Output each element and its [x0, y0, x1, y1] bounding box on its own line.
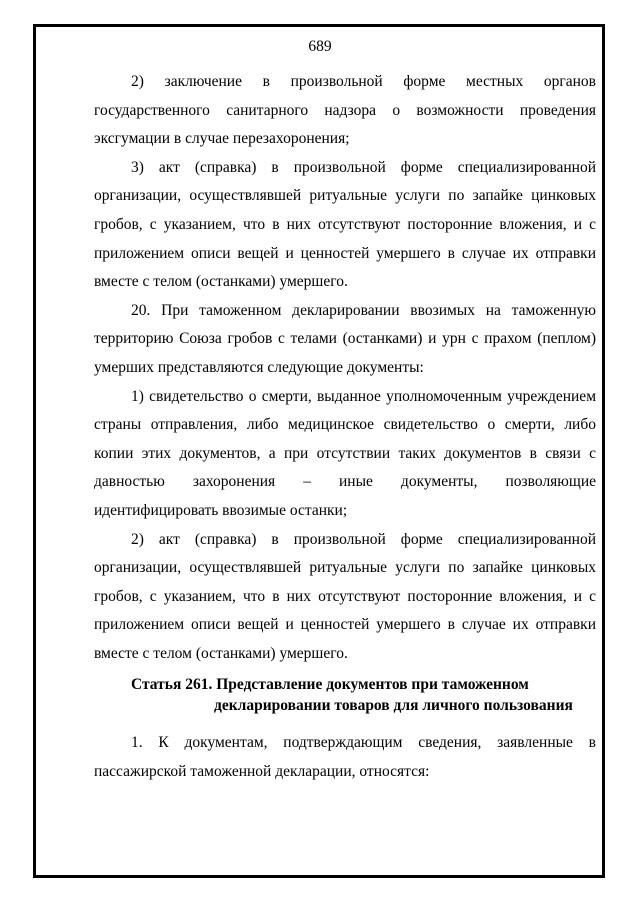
paragraph-item-2-coffin-sealing-act: 2) акт (справка) в произвольной форме специализированной организации, осуществлявшей ритуальные услуги по запайке цинковых гробов, с указанием, что в них отсутствуют посторонние вложения, и с приложением описи вещей и ценностей умершего в случае их отправки вместе с телом (останками) умершего. — [94, 530, 596, 662]
paragraph-item-2-exhumation-conclusion: 2) заключение в произвольной форме местных органов государственного санитарного надзора о возможности проведения эксгумации в случае перезахоронения; — [94, 73, 596, 148]
paragraph-point-20: 20. При таможенном декларировании ввозимых на таможенную территорию Союза гробов с телами (останками) и урн с прахом (пеплом) умерших представляются следующие документы: — [94, 301, 596, 376]
paragraph-item-3-coffin-sealing-act: 3) акт (справка) в произвольной форме специализированной организации, осуществлявшей ритуальные услуги по запайке цинковых гробов, с указанием, что в них отсутствуют посторонние вложения, и с приложением описи вещей и ценностей умершего в случае их отправки вместе с телом (останками) умершего. — [94, 158, 596, 291]
page-number: 689 — [308, 38, 332, 55]
article-261-heading — [131, 674, 601, 716]
article-heading-line-1: Статья 261. Представление документов при таможенном — [131, 676, 529, 693]
paragraph-item-1-death-certificate: 1) свидетельство о смерти, выданное уполномоченным учреждением страны отправления, либо медицинское свидетельство о смерти, либо копии этих документов, а при отсутствии таких документов в связи с давностью захоронения – иные документы, позволяющие идентифицировать ввозимые останки; — [94, 387, 596, 519]
article-261-paragraph-1: 1. К документам, подтверждающим сведения, заявленные в пассажирской таможенной декларации, относятся: — [94, 734, 596, 780]
document-body — [94, 68, 596, 668]
article-body — [94, 729, 596, 786]
article-heading-line-2: декларировании товаров для личного пользования — [214, 697, 573, 714]
